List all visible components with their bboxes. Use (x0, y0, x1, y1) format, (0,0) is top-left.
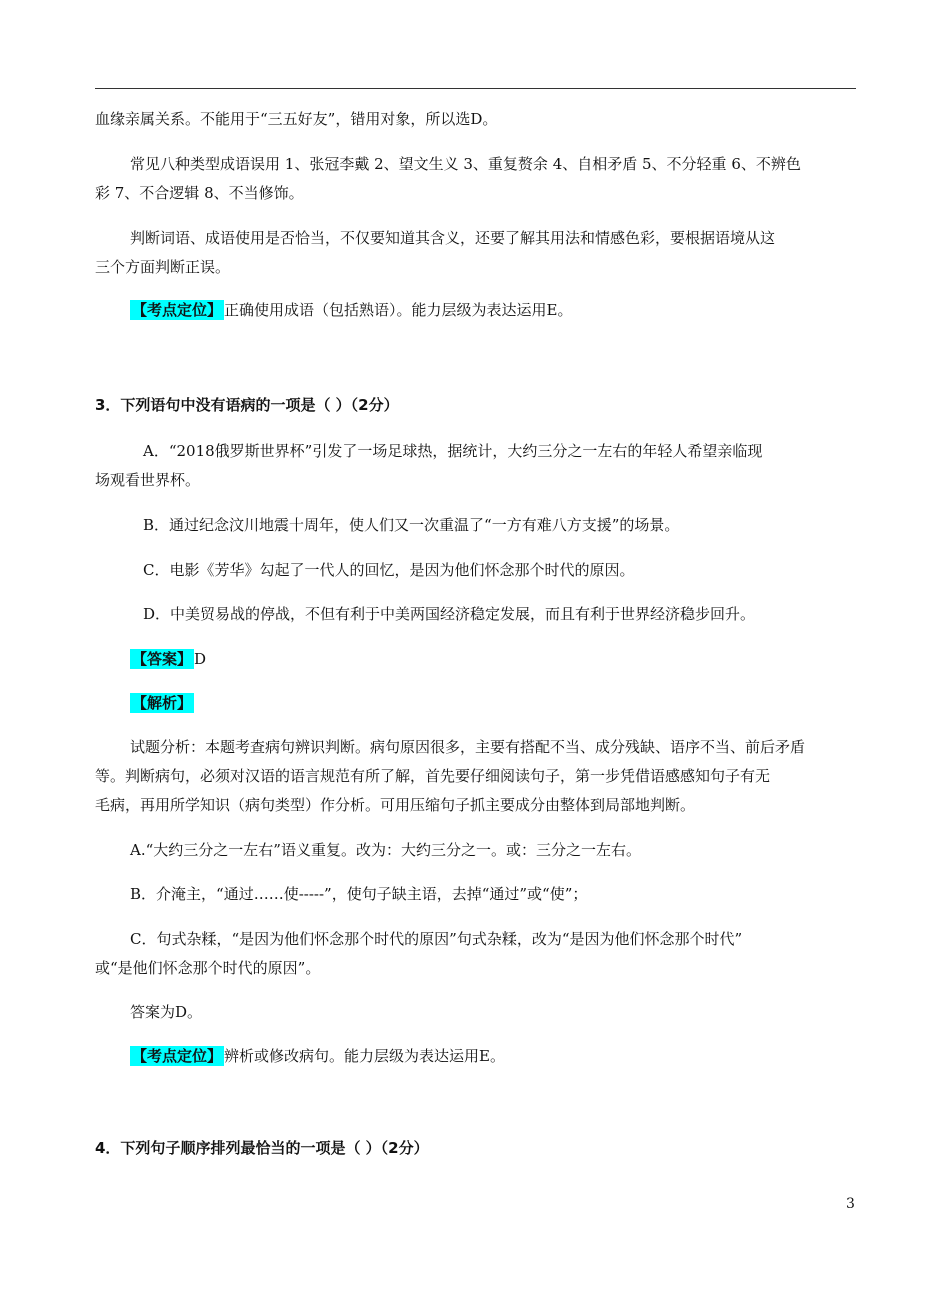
judge-line-2: 三个方面判断正误。 (95, 258, 231, 276)
page-number: 3 (846, 1196, 855, 1212)
answer-line (130, 649, 856, 669)
option-b: B．通过纪念汶川地震十周年，使人们又一次重温了“一方有难八方支援”的场景。 (143, 516, 680, 534)
explain-a: A.“大约三分之一左右”语义重复。改为：大约三分之一。或：三分之一左右。 (130, 841, 641, 859)
idiom-types-line-2: 彩 7、不合逻辑 8、不当修饰。 (95, 184, 304, 202)
option-a-line-2: 场观看世界杯。 (95, 471, 201, 489)
analysis-tag: 【解析】 (132, 694, 193, 712)
point-location-tag: 【考点定位】 (132, 1047, 223, 1065)
explain-c-line-2: 或“是他们怀念那个时代的原因”。 (95, 959, 321, 977)
question-4-title: 4．下列句子顺序排列最恰当的一项是（ ）（2分） (95, 1139, 429, 1157)
point-location-text: 辨析或修改病句。能力层级为表达运用E。 (224, 1047, 505, 1065)
q3-point-location (130, 1046, 856, 1066)
prev-explanation-text: 血缘亲属关系。不能用于“三五好友”，错用对象，所以选D。 (95, 110, 498, 128)
answer-conclusion: 答案为D。 (130, 1003, 203, 1021)
analysis-heading (130, 693, 856, 713)
explain-c-line-1: C．句式杂糅，“是因为他们怀念那个时代的原因”句式杂糅，改为“是因为他们怀念那个时代” (130, 930, 743, 948)
prev-point-location (130, 300, 856, 320)
analysis-line-2: 等。判断病句，必须对汉语的语言规范有所了解，首先要仔细阅读句子，第一步凭借语感感知句子有无 (95, 767, 771, 785)
judge-line-1: 判断词语、成语使用是否恰当，不仅要知道其含义，还要了解其用法和情感色彩，要根据语境从这 (130, 229, 776, 247)
answer-value: D (194, 650, 207, 668)
option-d: D．中美贸易战的停战，不但有利于中美两国经济稳定发展，而且有利于世界经济稳步回升。 (143, 605, 756, 623)
header-rule (95, 88, 856, 89)
option-c: C．电影《芳华》勾起了一代人的回忆，是因为他们怀念那个时代的原因。 (143, 561, 635, 579)
point-location-tag: 【考点定位】 (132, 301, 223, 319)
question-3-title: 3．下列语句中没有语病的一项是（ ）（2分） (95, 396, 399, 414)
explain-b: B．介淹主，“通过……使-----”，使句子缺主语，去掉“通过”或“使”； (130, 885, 588, 903)
idiom-types-line-1: 常见八种类型成语误用 1、张冠李戴 2、望文生义 3、重复赘余 4、自相矛盾 5、不分轻重 6、不辨色 (130, 155, 801, 173)
analysis-line-1: 试题分析：本题考查病句辨识判断。病句原因很多，主要有搭配不当、成分残缺、语序不当、前后矛盾 (130, 738, 806, 756)
option-a-line-1: A．“2018俄罗斯世界杯”引发了一场足球热，据统计，大约三分之一左右的年轻人希望亲临现 (143, 442, 763, 460)
analysis-line-3: 毛病，再用所学知识（病句类型）作分析。可用压缩句子抓主要成分由整体到局部地判断。 (95, 796, 696, 814)
point-location-text: 正确使用成语（包括熟语）。能力层级为表达运用E。 (224, 301, 573, 319)
answer-tag: 【答案】 (132, 650, 193, 668)
